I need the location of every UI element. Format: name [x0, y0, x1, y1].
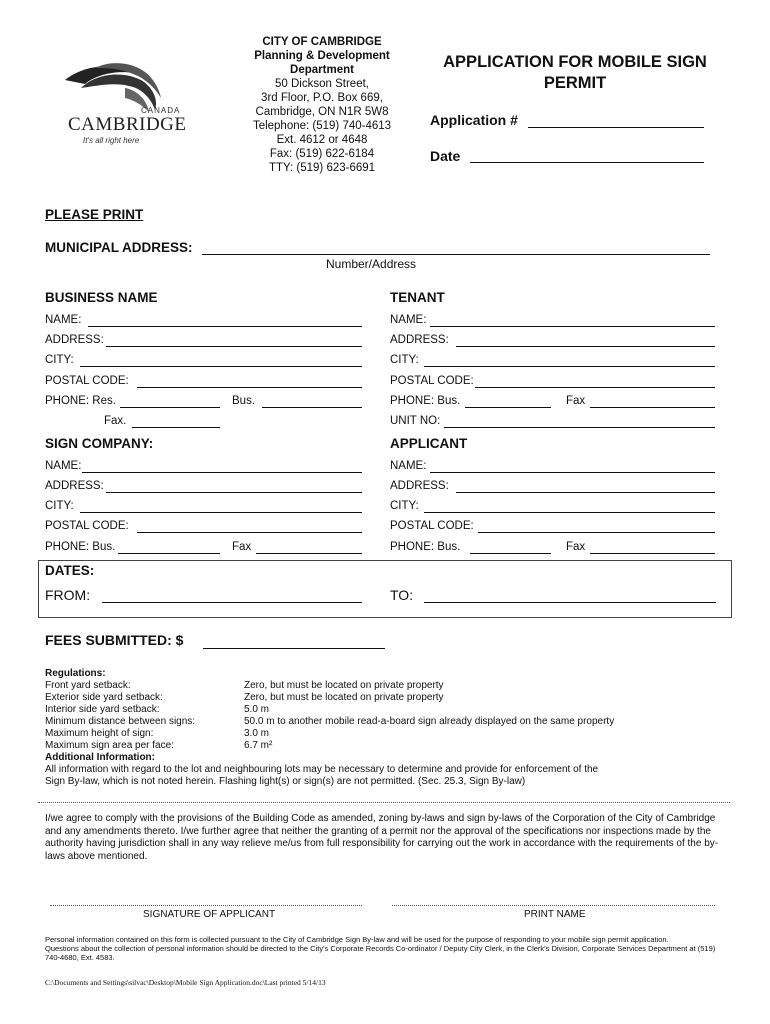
sign-company-city-field[interactable] — [80, 512, 362, 513]
business-fax-field[interactable] — [132, 427, 220, 428]
tenant-unit-field[interactable] — [444, 427, 715, 428]
org-line: TTY: (519) 623-6691 — [268, 162, 376, 174]
footer-file-path: C:\Documents and Settings\silvac\Desktop\Mobile Sign Application.doc\Last printed 5/14/13 — [45, 978, 326, 987]
print-name-field[interactable] — [392, 905, 715, 906]
org-line: Ext. 4612 or 4648 — [276, 134, 368, 146]
privacy-line: 740-4680, Ext. 4583. — [45, 953, 115, 962]
applicant-postal-label: POSTAL CODE: — [390, 520, 474, 532]
business-phone-res-field[interactable] — [120, 407, 220, 408]
org-line: Department — [290, 64, 354, 76]
tenant-phone-bus-label: PHONE: Bus. — [390, 395, 461, 407]
tenant-address-label: ADDRESS: — [390, 334, 449, 346]
regulation-row — [45, 716, 615, 728]
regulation-row — [45, 728, 598, 740]
tenant-name-field[interactable] — [430, 326, 715, 327]
regulation-label: Interior side yard setback: — [45, 704, 160, 715]
logo-name: CAMBRIDGE — [68, 114, 187, 135]
tenant-postal-label: POSTAL CODE: — [390, 375, 474, 387]
regulations-heading: Regulations: — [45, 668, 106, 679]
privacy-line: Questions about the collection of personal information should be directed to the City's Corporate Records Co-ordinator / Deputy City Clerk, in the Clerk's Division, Corporate Services Department at (519) — [45, 944, 716, 953]
agreement-line: I/we agree to comply with the provisions of the Building Code as amended, zoning by-laws and sign by-laws of the Corporation of the City of Cambridge — [45, 813, 716, 824]
tenant-postal-field[interactable] — [475, 387, 715, 388]
municipal-address-label: MUNICIPAL ADDRESS: — [45, 240, 193, 255]
dates-to-field[interactable] — [424, 602, 716, 603]
sign-company-address-label: ADDRESS: — [45, 480, 104, 492]
logo-tagline: It's all right here — [83, 136, 140, 145]
agreement-line: authority having jurisdiction shall in any way relieve me/us from full responsibility for carrying out the work in accordance with the requirements of the by- — [45, 838, 719, 849]
municipal-address-sublabel: Number/Address — [326, 257, 417, 271]
regulation-value: Zero, but must be located on private property — [244, 692, 444, 703]
regulations-block — [45, 668, 615, 788]
regulation-label: Maximum height of sign: — [45, 728, 154, 739]
agreement-line: laws above mentioned. — [45, 850, 148, 862]
agreement-line: and any amendments thereto. I/we further agree that neither the granting of a permit nor the approval of the specifications nor inspections made by the — [45, 825, 711, 837]
business-fax-label: Fax. — [104, 415, 127, 427]
tenant-fax-label: Fax — [566, 395, 586, 407]
please-print-heading: PLEASE PRINT — [45, 207, 144, 222]
tenant-unit-label: UNIT NO: — [390, 415, 441, 427]
sign-company-heading: SIGN COMPANY: — [45, 436, 154, 451]
business-name-heading: BUSINESS NAME — [45, 290, 158, 305]
applicant-phone-label: PHONE: Bus. — [390, 541, 461, 553]
business-name-field[interactable] — [88, 326, 362, 327]
fees-field[interactable] — [203, 648, 385, 649]
date-label: Date — [430, 148, 461, 164]
dates-from-field[interactable] — [102, 602, 362, 603]
regulation-label: Exterior side yard setback: — [45, 692, 163, 703]
business-phone-bus-label: Bus. — [232, 395, 256, 407]
fees-label: FEES SUBMITTED: $ — [45, 632, 184, 648]
signature-label: SIGNATURE OF APPLICANT — [143, 909, 276, 920]
applicant-fax-field[interactable] — [590, 553, 715, 554]
applicant-fax-label: Fax — [566, 541, 586, 553]
date-field[interactable] — [470, 162, 704, 163]
agreement-text — [45, 813, 725, 863]
sign-company-address-field[interactable] — [106, 492, 362, 493]
regulation-value: 5.0 m — [244, 704, 270, 715]
sign-company-fax-label: Fax — [232, 541, 252, 553]
dates-from-label: FROM: — [45, 587, 91, 603]
dates-to-label: TO: — [390, 587, 414, 603]
privacy-line: Personal information contained on this form is collected pursuant to the City of Cambridge Sign By-law and will be used for the purpose of responding to your mobile sign permit application. — [45, 935, 669, 944]
org-line: 3rd Floor, P.O. Box 669, — [261, 92, 383, 104]
additional-info-line: Sign By-law, which is not noted herein. Flashing light(s) or sign(s) are not permitted. (Sec. 25.3, Sign By-law) — [45, 776, 526, 787]
applicant-postal-field[interactable] — [478, 532, 715, 533]
applicant-city-label: CITY: — [390, 500, 419, 512]
regulation-value: Zero, but must be located on private property — [244, 680, 444, 691]
tenant-phone-bus-field[interactable] — [465, 407, 551, 408]
form-title-line2: PERMIT — [543, 74, 607, 92]
regulation-value: 3.0 m — [244, 728, 270, 739]
sign-company-phone-field[interactable] — [118, 553, 220, 554]
sign-company-postal-label: POSTAL CODE: — [45, 520, 129, 532]
applicant-phone-field[interactable] — [470, 553, 551, 554]
tenant-fax-field[interactable] — [590, 407, 715, 408]
regulation-value: 6.7 m² — [244, 740, 273, 751]
applicant-heading: APPLICANT — [390, 436, 468, 451]
dates-heading: DATES: — [45, 563, 95, 578]
section-divider — [38, 802, 730, 803]
applicant-name-field[interactable] — [430, 472, 715, 473]
applicant-address-label: ADDRESS: — [390, 480, 449, 492]
business-phone-bus-field[interactable] — [262, 407, 362, 408]
sign-company-phone-label: PHONE: Bus. — [45, 541, 116, 553]
regulation-row — [45, 692, 598, 704]
signature-field[interactable] — [50, 905, 362, 906]
sign-company-name-label: NAME: — [45, 460, 82, 472]
regulation-label: Minimum distance between signs: — [45, 716, 196, 727]
applicant-name-label: NAME: — [390, 460, 427, 472]
tenant-heading: TENANT — [390, 290, 445, 305]
regulation-value: 50.0 m to another mobile read-a-board sign already displayed on the same property — [244, 716, 615, 727]
sign-company-name-field[interactable] — [82, 472, 362, 473]
applicant-address-field[interactable] — [456, 492, 715, 493]
additional-info-line: All information with regard to the lot and neighbouring lots may be necessary to determine and provide for enforcement of the — [45, 764, 599, 775]
org-line: Telephone: (519) 740-4613 — [252, 120, 392, 132]
org-line: Cambridge, ON N1R 5W8 — [255, 106, 389, 118]
applicant-city-field[interactable] — [424, 512, 715, 513]
business-name-label: NAME: — [45, 314, 82, 326]
sign-company-city-label: CITY: — [45, 500, 74, 512]
regulation-row — [45, 740, 598, 752]
sign-company-postal-field[interactable] — [137, 532, 362, 533]
sign-company-fax-field[interactable] — [256, 553, 362, 554]
tenant-name-label: NAME: — [390, 314, 427, 326]
org-line: CITY OF CAMBRIDGE — [262, 36, 382, 48]
application-number-field[interactable] — [528, 127, 704, 128]
business-postal-field[interactable] — [137, 387, 362, 388]
business-city-field[interactable] — [80, 366, 362, 367]
regulation-label: Front yard setback: — [45, 680, 131, 691]
tenant-city-label: CITY: — [390, 354, 419, 366]
business-address-field[interactable] — [106, 346, 362, 347]
regulation-row — [45, 680, 598, 692]
form-title — [415, 52, 735, 94]
org-line: Planning & Development — [254, 50, 390, 62]
business-phone-res-label: PHONE: Res. — [45, 395, 116, 407]
regulation-row — [45, 704, 598, 716]
additional-info-heading: Additional Information: — [45, 752, 155, 763]
regulation-label: Maximum sign area per face: — [45, 740, 174, 751]
print-name-label: PRINT NAME — [524, 909, 586, 920]
privacy-notice — [45, 935, 735, 962]
form-title-line1: APPLICATION FOR MOBILE SIGN — [443, 53, 707, 71]
business-address-label: ADDRESS: — [45, 334, 104, 346]
org-line: Fax: (519) 622-6184 — [269, 148, 375, 160]
application-number-label: Application # — [430, 112, 518, 128]
business-city-label: CITY: — [45, 354, 74, 366]
municipal-address-field[interactable] — [202, 254, 710, 255]
logo-country: CANADA — [141, 106, 181, 115]
tenant-city-field[interactable] — [424, 366, 715, 367]
dates-box — [38, 560, 732, 618]
cambridge-logo — [55, 58, 185, 148]
business-postal-label: POSTAL CODE: — [45, 375, 129, 387]
org-line: 50 Dickson Street, — [275, 78, 369, 90]
org-address-block — [222, 35, 422, 175]
tenant-address-field[interactable] — [456, 346, 715, 347]
